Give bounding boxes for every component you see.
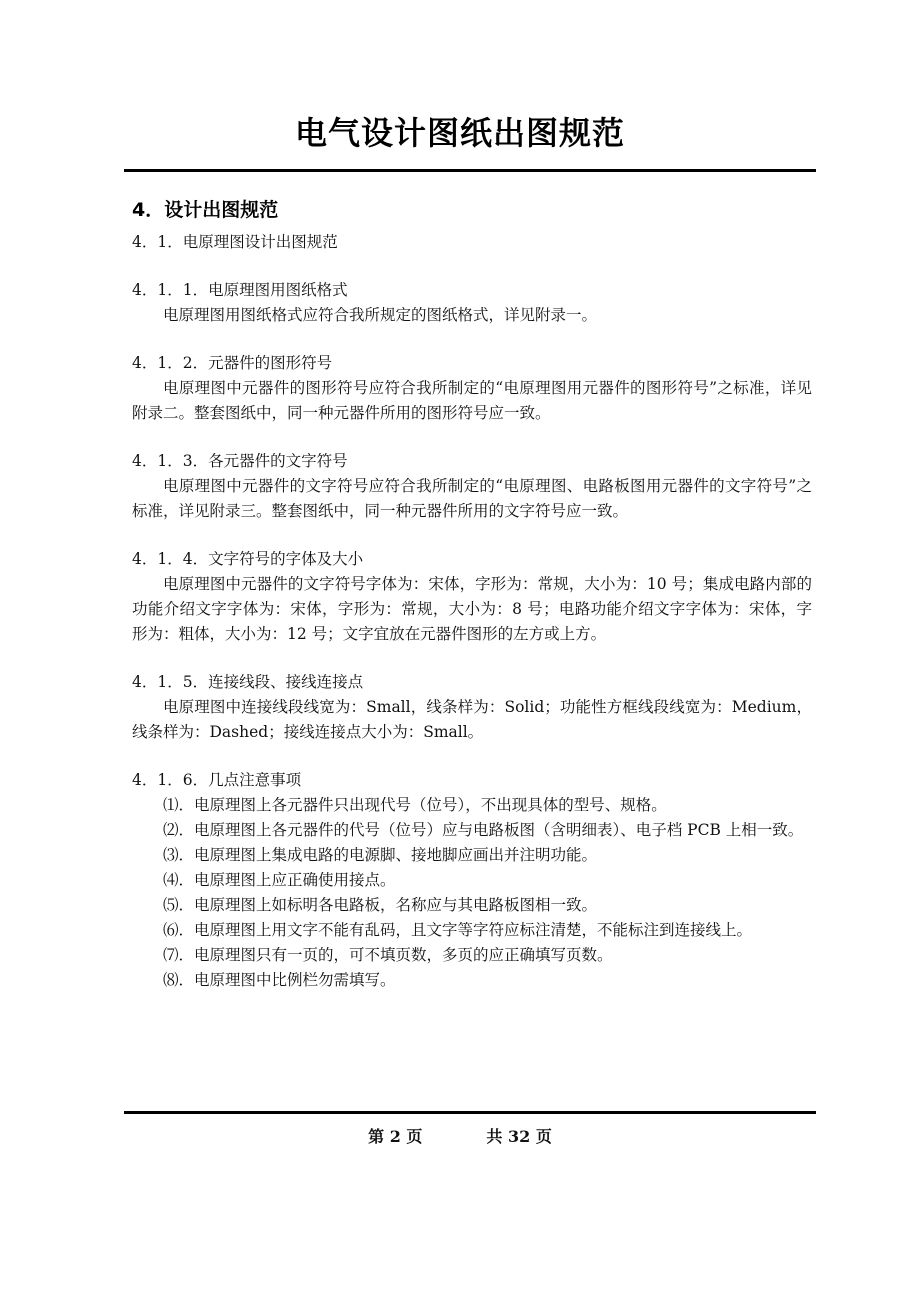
note-item: ⑴．电原理图上各元器件只出现代号（位号），不出现具体的型号、规格。 [163,796,667,814]
note-item: ⑷．电原理图上应正确使用接点。 [163,871,396,889]
clause-heading-4-1-2: 4．1．2．元器件的图形符号 [132,354,333,372]
clause-heading-4-1-6: 4．1．6．几点注意事项 [132,771,302,789]
section-heading: 4．设计出图规范 [132,199,279,221]
note-item: ⑹．电原理图上用文字不能有乱码，且文字等字符应标注清楚，不能标注到连接线上。 [163,921,753,939]
note-item: ⑺．电原理图只有一页的，可不填页数，多页的应正确填写页数。 [163,946,613,964]
note-item: ⑻．电原理图中比例栏勿需填写。 [163,971,396,989]
clause-heading-4-1-5: 4．1．5．连接线段、接线连接点 [132,673,364,691]
clause-heading-4-1-1: 4．1．1．电原理图用图纸格式 [132,281,348,299]
clause-text-4-1-4: 电原理图中元器件的文字符号字体为：宋体，字形为：常规，大小为：10 号；集成电路内部的功能介绍文字字体为：宋体，字形为：常规，大小为：8 号；电路功能介绍文字字体为：宋体，字形为：粗体，大小为：12 号；文字宜放在元器件图形的左方或上方。 [132,575,812,643]
clause-text-4-1-2: 电原理图中元器件的图形符号应符合我所制定的“电原理图用元器件的图形符号”之标准，详见附录二。整套图纸中，同一种元器件所用的图形符号应一致。 [132,379,812,422]
header-rule [124,169,816,172]
page-footer [0,1124,920,1147]
page-number: 第 2 页 [368,1127,423,1146]
clause-text-4-1-3: 电原理图中元器件的文字符号应符合我所制定的“电原理图、电路板图用元器件的文字符号”之标准，详见附录三。整套图纸中，同一种元器件所用的文字符号应一致。 [132,477,812,520]
clause-heading-4-1-3: 4．1．3．各元器件的文字符号 [132,452,348,470]
clause-text-4-1-5: 电原理图中连接线段线宽为：Small，线条样为：Solid；功能性方框线段线宽为：Medium，线条样为：Dashed；接线连接点大小为：Small。 [132,698,812,741]
document-body [132,230,812,993]
note-item: ⑸．电原理图上如标明各电路板，名称应与其电路板图相一致。 [163,896,598,914]
footer-rule [124,1111,816,1114]
note-item: ⑶．电原理图上集成电路的电源脚、接地脚应画出并注明功能。 [163,846,598,864]
clause-text-4-1-1: 电原理图用图纸格式应符合我所规定的图纸格式，详见附录一。 [163,306,598,324]
note-item: ⑵．电原理图上各元器件的代号（位号）应与电路板图（含明细表）、电子档 PCB 上相一致。 [163,821,804,839]
subsection-heading-4-1: 4．1．电原理图设计出图规范 [132,233,338,251]
clause-heading-4-1-4: 4．1．4．文字符号的字体及大小 [132,550,364,568]
document-title: 电气设计图纸出图规范 [294,114,625,152]
page-total: 共 32 页 [486,1127,552,1146]
